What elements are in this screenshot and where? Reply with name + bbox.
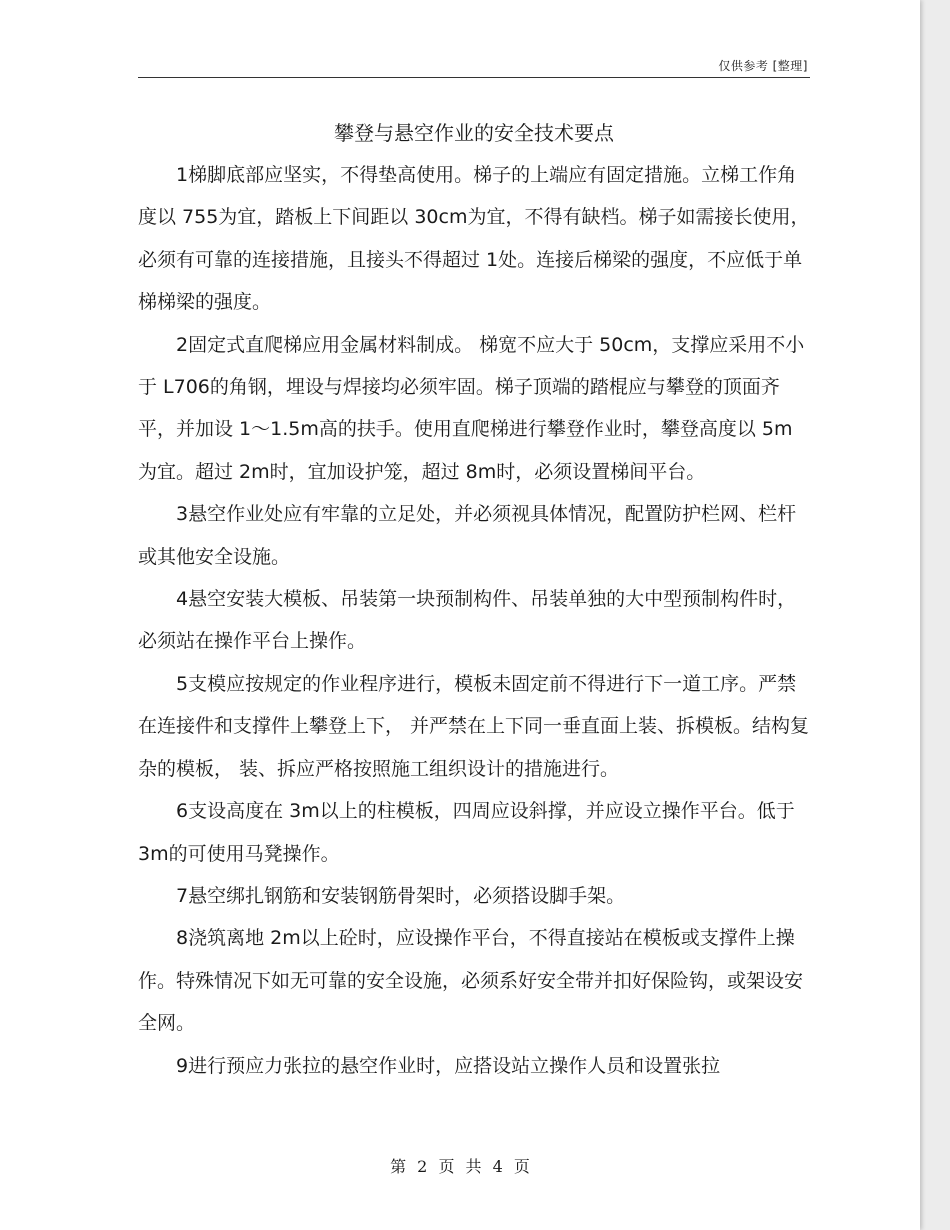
paragraph-7: 7悬空绑扎钢筋和安装钢筋骨架时，必须搭设脚手架。 — [176, 884, 626, 907]
paragraph-6: 6支设高度在 3m以上的柱模板，四周应设斜撑，并应设立操作平台。低于 3m的可使用马凳操作。 — [138, 800, 795, 865]
paragraph-2: 2固定式直爬梯应用金属材料制成。 梯宽不应大于 50cm，支撑应采用不小于 L706的角钢，埋设与焊接均必须牢固。梯子顶端的踏棍应与攀登的顶面齐平，并加设 1～1.5m高的扶手。使用直爬梯进行攀登作业时，攀登高度以 5m为宜。超过 2m时，宜加设护笼，超过 8m时，必须设置梯间平台。 — [138, 333, 805, 483]
header-note: 仅供参考 [整理] — [718, 59, 808, 73]
paragraph-5: 5支模应按规定的作业程序进行，模板未固定前不得进行下一道工序。严禁在连接件和支撑件上攀登上下， 并严禁在上下同一垂直面上装、拆模板。结构复杂的模板， 装、拆应严格按照施工组织设计的措施进行。 — [138, 672, 810, 780]
paragraph-8: 8浇筑离地 2m以上砼时，应设操作平台，不得直接站在模板或支撑件上操作。特殊情况下如无可靠的安全设施，必须系好安全带并扣好保险钩，或架设安全网。 — [138, 927, 804, 1035]
header-divider — [138, 77, 810, 78]
paragraph-9: 9进行预应力张拉的悬空作业时，应搭设站立操作人员和设置张拉 — [176, 1054, 721, 1077]
document-title: 攀登与悬空作业的安全技术要点 — [334, 121, 614, 145]
document-body — [138, 154, 810, 1087]
paragraph-3: 3悬空作业处应有牢靠的立足处，并必须视具体情况，配置防护栏网、栏杆或其他安全设施。 — [138, 503, 797, 568]
paragraph-4: 4悬空安装大模板、吊装第一块预制构件、吊装单独的大中型预制构件时，必须站在操作平台上操作。 — [138, 588, 797, 653]
paragraph-1: 1梯脚底部应坚实，不得垫高使用。梯子的上端应有固定措施。立梯工作角度以 755为宜，踏板上下间距以 30cm为宜，不得有缺档。梯子如需接长使用，必须有可靠的连接措施，且接头不得超过 1处。连接后梯梁的强度，不应低于单梯梯梁的强度。 — [138, 164, 810, 314]
page-number: 第 2 页 共 4 页 — [390, 1157, 530, 1176]
